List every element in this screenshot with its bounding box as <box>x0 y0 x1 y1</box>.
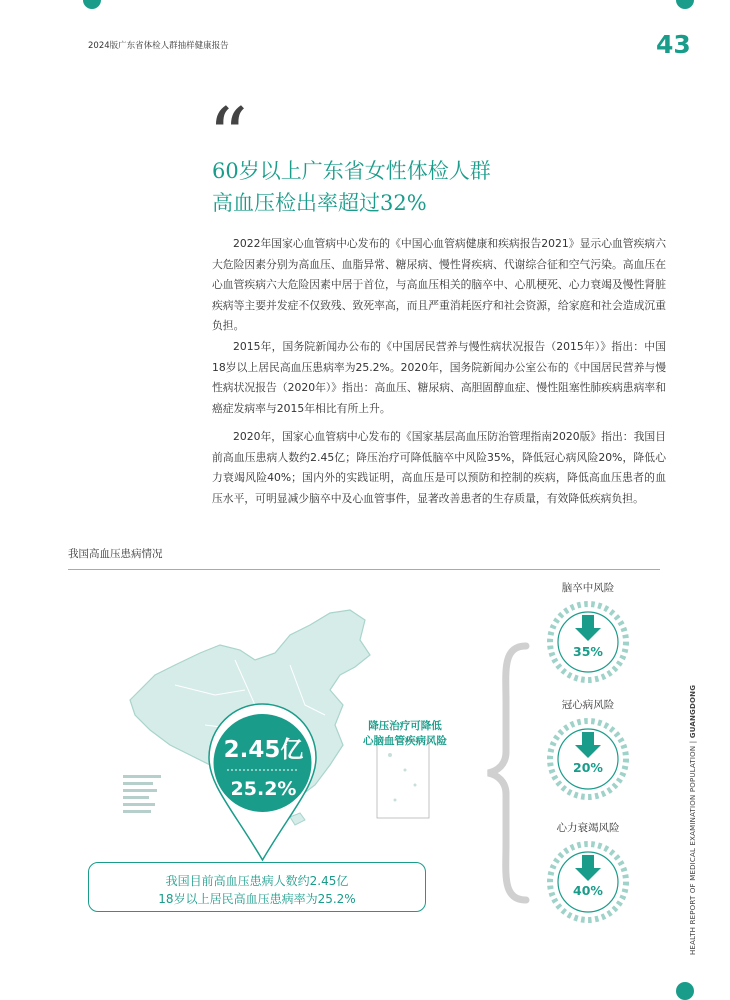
side-text-main: HEALTH REPORT OF MEDICAL EXAMINATION POPULATION <box>689 745 697 955</box>
risk-label-coronary: 冠心病风险 <box>561 699 615 711</box>
risk-label-stroke: 脑卒中风险 <box>561 582 615 594</box>
side-vertical-text <box>689 685 697 955</box>
section-divider <box>68 569 660 570</box>
headline-line-2: 高血压检出率超过32% <box>212 191 427 215</box>
risk-value-heart-failure: 40% <box>573 883 603 898</box>
down-arrow-badge-icon <box>547 841 629 923</box>
map-callout-label <box>345 719 465 749</box>
side-text-separator: | <box>689 740 697 744</box>
summary-line-1: 我国目前高血压患病人数约2.45亿 <box>165 874 349 888</box>
section-title: 我国高血压患病情况 <box>68 548 163 560</box>
risk-value-coronary: 20% <box>573 760 603 775</box>
top-dot-right <box>676 0 694 9</box>
summary-line-2: 18岁以上居民高血压患病率为25.2% <box>158 892 356 906</box>
body-paragraph: 2015年，国务院新闻办公布的《中国居民营养与慢性病状况报告（2015年）》指出：中国18岁以上居民高血压患病率为25.2%。2020年，国务院新闻办公室公布的《中国居民营养与慢性病状况报告（2020年）》指出：高血压、糖尿病、高胆固醇血症、慢性阻塞性肺疾病患病率和癌症发病率与2015年相比有所上升。 <box>212 340 666 415</box>
headline-line-1: 60岁以上广东省女性体检人群 <box>212 159 491 183</box>
stat-patients: 2.45亿 <box>223 737 304 763</box>
body-paragraph: 2022年国家心血管病中心发布的《中国心血管病健康和疾病报告2021》显示心血管疾病六大危险因素分别为高血压、血脂异常、糖尿病、慢性肾疾病、代谢综合征和空气污染。高血压在心血管疾病六大危险因素中居于首位，与高血压相关的脑卒中、心肌梗死、心力衰竭及慢性肾脏疾病等主要并发症不仅致残、致死率高，而且严重消耗医疗和社会资源，给家庭和社会造成沉重负担。 <box>212 237 666 332</box>
down-arrow-badge-icon <box>547 601 629 683</box>
stat-rate: 25.2% <box>230 778 297 800</box>
quote-mark-icon: “ <box>208 92 238 182</box>
side-text-region: GUANGDONG <box>689 684 697 739</box>
curly-brace-icon <box>482 642 532 904</box>
body-paragraph: 2020年，国家心血管病中心发布的《国家基层高血压防治管理指南2020版》指出：我国目前高血压患病人数约2.45亿；降压治疗可降低脑卒中风险35%，降低冠心病风险20%，降低心力衰竭风险40%；国内外的实践证明，高血压是可以预防和控制的疾病，降低高血压患者的血压水平，可明显减少脑卒中及心血管事件，显著改善患者的生存质量，有效降低疾病负担。 <box>212 430 666 505</box>
top-dot-left <box>83 0 101 9</box>
summary-box <box>88 862 426 912</box>
risk-value-stroke: 35% <box>573 644 603 659</box>
map-callout-line-1: 降压治疗可降低 <box>368 720 442 732</box>
report-title: 2024版广东省体检人群抽样健康报告 <box>88 41 229 51</box>
page-number: 43 <box>656 30 691 59</box>
bottom-dot <box>676 982 694 1000</box>
risk-label-heart-failure: 心力衰竭风险 <box>556 822 620 834</box>
south-china-sea-inset <box>377 740 429 818</box>
down-arrow-badge-icon <box>547 718 629 800</box>
map-callout-line-2: 心脑血管疾病风险 <box>363 735 447 747</box>
map-legend <box>123 775 161 813</box>
